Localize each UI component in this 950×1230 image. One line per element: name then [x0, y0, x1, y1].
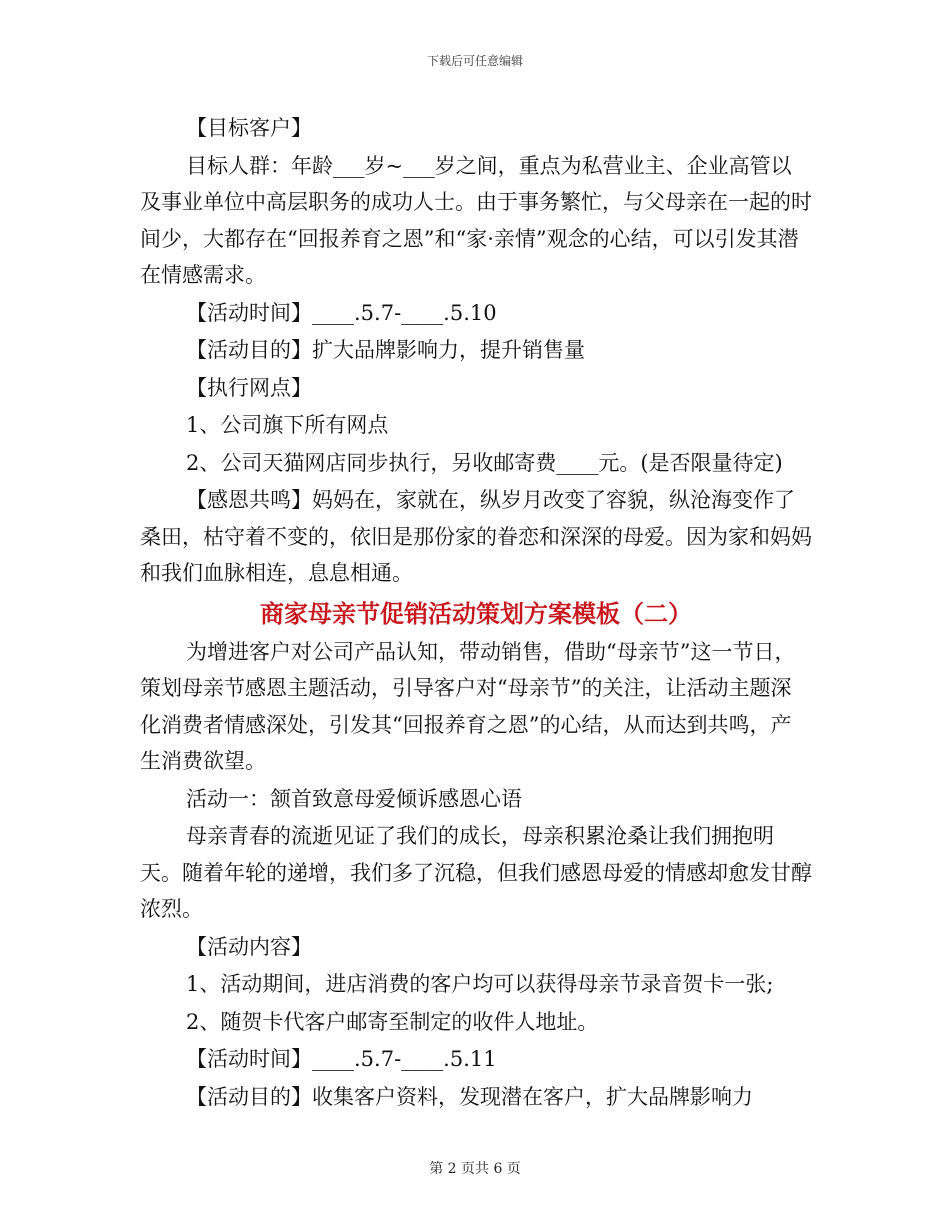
- paragraph-target-group: 目标人群：年龄___岁~___岁之间，重点为私营业主、企业高管以及事业单位中高层职务的成功人士。由于事务繁忙，与父母亲在一起的时间少，大都存在“回报养育之恩”和“家·亲情”观念的心结，可以引发其潜在情感需求。: [140, 153, 812, 287]
- list-item-outlets-1: 1、公司旗下所有网点: [186, 413, 389, 437]
- paragraph-activity-purpose-2: 【活动目的】收集客户资料，发现潜在客户，扩大品牌影响力: [186, 1084, 753, 1109]
- page-header: 下载后可任意编辑: [426, 54, 523, 68]
- heading-target-customers: 【目标客户】: [186, 116, 312, 140]
- paragraph-activity-one: 活动一：颔首致意母爱倾诉感恩心语: [186, 786, 522, 811]
- paragraph-gratitude: 【感恩共鸣】妈妈在，家就在，纵岁月改变了容貌，纵沧海变作了桑田，枯守着不变的，依旧是那份家的眷恋和深深的母爱。因为家和妈妈和我们血脉相连，息息相通。: [140, 488, 812, 585]
- list-item-outlets-2: 2、公司天猫网店同步执行，另收邮寄费____元。(是否限量待定): [186, 450, 783, 475]
- list-item-content-1: 1、活动期间，进店消费的客户均可以获得母亲节录音贺卡一张;: [186, 972, 774, 996]
- paragraph-activity-purpose: 【活动目的】扩大品牌影响力，提升销售量: [186, 338, 585, 362]
- page-footer: 第 2 页共 6 页: [429, 1161, 521, 1177]
- list-item-content-2: 2、随贺卡代客户邮寄至制定的收件人地址。: [186, 1009, 599, 1034]
- section-title: 商家母亲节促销活动策划方案模板（二）: [260, 598, 692, 628]
- paragraph-activity-time: 【活动时间】____.5.7-____.5.10: [186, 300, 497, 325]
- paragraph-intro: 为增进客户对公司产品认知，带动销售，借助“母亲节”这一节日，策划母亲节感恩主题活动，引导客户对“母亲节”的关注，让活动主题深化消费者情感深处，引发其“回报养育之恩”的心结，从而达到共鸣，产生消费欲望。: [140, 639, 796, 773]
- paragraph-mother-youth: 母亲青春的流逝见证了我们的成长，母亲积累沧桑让我们拥抱明天。随着年轮的递增，我们多了沉稳，但我们感恩母爱的情感却愈发甘醇浓烈。: [140, 824, 812, 921]
- paragraph-activity-time-2: 【活动时间】____.5.7-____.5.11: [186, 1047, 497, 1071]
- heading-execution-outlets: 【执行网点】: [186, 375, 312, 400]
- heading-activity-content: 【活动内容】: [186, 934, 312, 959]
- document-body: [140, 110, 812, 1115]
